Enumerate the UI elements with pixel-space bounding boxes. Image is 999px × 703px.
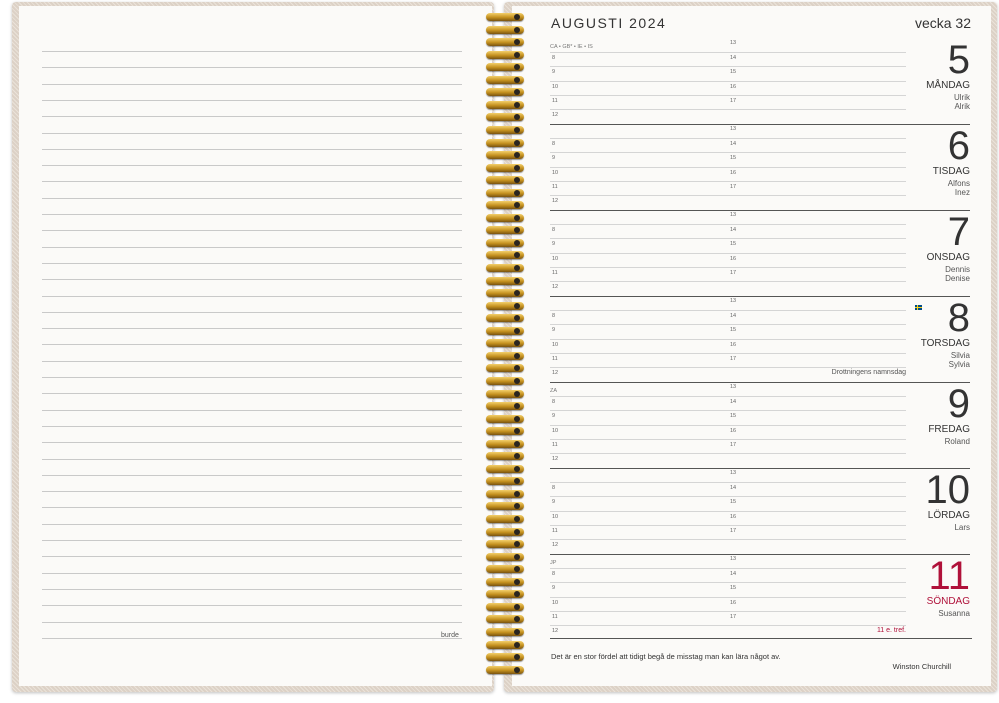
hour-label: 10	[552, 427, 559, 434]
hour-label: 15	[730, 69, 737, 76]
hour-line[interactable]	[550, 238, 906, 239]
hour-label: 9	[552, 585, 556, 592]
hour-label: 14	[730, 571, 737, 577]
note-line[interactable]	[42, 198, 462, 199]
hour-label: 17	[730, 355, 737, 362]
day-separator	[550, 124, 970, 125]
hour-line[interactable]	[550, 625, 906, 626]
spiral-ring	[484, 663, 526, 677]
hour-label: 16	[730, 513, 737, 520]
day-number: 9	[947, 382, 970, 426]
weekday-name: ONSDAG	[926, 252, 970, 263]
hour-label: 8	[552, 399, 556, 405]
day-separator	[550, 382, 970, 383]
day-number: 5	[947, 38, 970, 82]
hour-label: 10	[552, 513, 559, 520]
note-line[interactable]	[42, 247, 462, 248]
note-line[interactable]	[42, 426, 462, 427]
note-line[interactable]	[42, 507, 462, 508]
hour-label: 8	[552, 313, 556, 319]
nameday: Denise	[945, 274, 970, 283]
hour-line[interactable]	[550, 396, 906, 397]
hour-label: 17	[730, 183, 737, 190]
hour-line[interactable]	[550, 525, 906, 526]
hour-line[interactable]	[550, 224, 906, 225]
hour-line[interactable]	[550, 66, 906, 67]
hour-line[interactable]	[550, 138, 906, 139]
note-line[interactable]	[42, 116, 462, 117]
hour-label: 10	[552, 169, 559, 176]
day-block[interactable]	[550, 468, 970, 554]
note-line[interactable]	[42, 67, 462, 68]
hour-line[interactable]	[550, 152, 906, 153]
hour-label: 15	[730, 241, 737, 248]
weekday-name: LÖRDAG	[927, 510, 970, 521]
hour-line[interactable]	[550, 310, 906, 311]
note-line[interactable]	[42, 263, 462, 264]
hour-label: 11	[552, 97, 558, 104]
hour-label: 12	[552, 542, 559, 549]
nameday: Ulrik	[954, 93, 970, 102]
note-line[interactable]	[42, 361, 462, 362]
note-line[interactable]	[42, 556, 462, 557]
note-line[interactable]	[42, 491, 462, 492]
hour-label: 10	[552, 341, 559, 348]
day-number: 11	[928, 554, 970, 598]
note-line[interactable]	[42, 605, 462, 606]
note-line[interactable]	[42, 100, 462, 101]
hour-line[interactable]	[550, 568, 906, 569]
hour-label: 12	[552, 370, 559, 377]
nameday: Alfons	[947, 179, 970, 188]
hour-label: 12	[552, 628, 559, 635]
hour-line[interactable]	[550, 425, 906, 426]
nameday: Dennis	[945, 265, 970, 274]
day-number: 8	[947, 296, 970, 340]
hour-label: 17	[730, 613, 737, 620]
hour-label: 8	[552, 227, 556, 233]
hour-line[interactable]	[550, 511, 906, 512]
day-number: 7	[947, 210, 970, 254]
hour-label: 14	[730, 485, 737, 491]
note-line[interactable]	[42, 312, 462, 313]
country-codes: ZA	[550, 388, 558, 394]
note-line[interactable]	[42, 181, 462, 182]
day-separator	[550, 210, 970, 211]
note-line[interactable]	[42, 410, 462, 411]
hour-line[interactable]	[550, 582, 906, 583]
hour-line[interactable]	[550, 353, 906, 354]
hour-label: 9	[552, 69, 556, 76]
hour-label: 10	[552, 83, 559, 90]
note-line[interactable]	[42, 589, 462, 590]
hour-label: 11	[552, 355, 558, 362]
hour-line[interactable]	[550, 81, 906, 82]
country-codes: CA • GB* • IE • IS	[550, 44, 593, 50]
nameday: Alrik	[954, 102, 970, 111]
hour-label: 17	[730, 527, 737, 534]
hour-line[interactable]	[550, 52, 906, 53]
note-line[interactable]	[42, 279, 462, 280]
hour-line[interactable]	[550, 181, 906, 182]
day-block[interactable]	[550, 296, 970, 382]
hour-label: 13	[730, 126, 737, 132]
hour-label: 11	[552, 613, 558, 620]
hour-label: 8	[552, 571, 556, 577]
hour-label: 14	[730, 399, 737, 405]
hour-line[interactable]	[550, 439, 906, 440]
hour-label: 11	[552, 269, 558, 276]
brand-label: burde	[441, 632, 459, 639]
note-line[interactable]	[42, 344, 462, 345]
nameday: Susanna	[938, 609, 970, 618]
country-codes: JP	[550, 560, 557, 566]
hour-label: 15	[730, 499, 737, 506]
note-line[interactable]	[42, 573, 462, 574]
day-note: Drottningens namnsdag	[831, 369, 906, 376]
nameday: Sylvia	[948, 360, 970, 369]
hour-label: 13	[730, 212, 737, 218]
hour-label: 12	[552, 112, 559, 119]
weekday-name: TISDAG	[932, 166, 970, 177]
hour-label: 9	[552, 413, 556, 420]
hour-line[interactable]	[550, 339, 906, 340]
nameday: Silvia	[950, 351, 970, 360]
hour-label: 14	[730, 55, 737, 61]
note-line[interactable]	[42, 328, 462, 329]
hour-label: 13	[730, 298, 737, 304]
hour-label: 13	[730, 556, 737, 562]
note-line[interactable]	[42, 84, 462, 85]
hour-line[interactable]	[550, 453, 906, 454]
hour-label: 15	[730, 413, 737, 420]
note-line[interactable]	[42, 149, 462, 150]
note-line[interactable]	[42, 230, 462, 231]
hour-line[interactable]	[550, 195, 906, 196]
hour-label: 12	[552, 284, 559, 291]
hour-label: 8	[552, 141, 556, 147]
hour-label: 15	[730, 327, 737, 334]
day-note: 11 e. tref.	[876, 627, 906, 634]
note-line[interactable]	[42, 442, 462, 443]
notes-page	[19, 6, 492, 686]
hour-label: 12	[552, 456, 559, 463]
note-line[interactable]	[42, 214, 462, 215]
hour-label: 9	[552, 327, 556, 334]
hour-label: 12	[552, 198, 559, 205]
hour-label: 15	[730, 155, 737, 162]
day-block[interactable]	[550, 210, 970, 296]
note-line[interactable]	[42, 638, 462, 639]
note-line[interactable]	[42, 459, 462, 460]
note-line[interactable]	[42, 540, 462, 541]
note-line[interactable]	[42, 296, 462, 297]
note-line[interactable]	[42, 524, 462, 525]
hour-label: 9	[552, 155, 556, 162]
hour-line[interactable]	[550, 95, 906, 96]
note-line[interactable]	[42, 165, 462, 166]
hour-label: 8	[552, 485, 556, 491]
nameday: Inez	[954, 188, 970, 197]
hour-line[interactable]	[550, 109, 906, 110]
nameday: Roland	[944, 437, 970, 446]
spiral-binding	[484, 0, 526, 703]
weekday-name: MÅNDAG	[926, 80, 970, 91]
note-line[interactable]	[42, 377, 462, 378]
hour-line[interactable]	[550, 267, 906, 268]
hour-line[interactable]	[550, 253, 906, 254]
hour-line[interactable]	[550, 539, 906, 540]
day-separator	[550, 554, 970, 555]
hour-label: 17	[730, 269, 737, 276]
week-number: vecka 32	[914, 15, 971, 31]
week-end-line	[550, 638, 972, 639]
hour-label: 10	[552, 255, 559, 262]
hour-label: 11	[552, 441, 558, 448]
hour-line[interactable]	[550, 167, 906, 168]
month-title: AUGUSTI 2024	[551, 15, 667, 31]
weekday-name: TORSDAG	[920, 338, 970, 349]
hour-label: 8	[552, 55, 556, 61]
hour-label: 16	[730, 599, 737, 606]
hour-line[interactable]	[550, 611, 906, 612]
hour-label: 14	[730, 227, 737, 233]
hour-label: 13	[730, 384, 737, 390]
hour-label: 13	[730, 40, 737, 46]
day-separator	[550, 296, 970, 297]
note-line[interactable]	[42, 622, 462, 623]
hour-label: 9	[552, 499, 556, 506]
hour-line[interactable]	[550, 324, 906, 325]
hour-line[interactable]	[550, 597, 906, 598]
note-line[interactable]	[42, 133, 462, 134]
nameday: Lars	[954, 523, 970, 532]
hour-line[interactable]	[550, 482, 906, 483]
day-block[interactable]	[550, 382, 970, 468]
hour-label: 13	[730, 470, 737, 476]
hour-label: 16	[730, 427, 737, 434]
hour-label: 11	[552, 183, 558, 190]
hour-label: 15	[730, 585, 737, 592]
note-line[interactable]	[42, 393, 462, 394]
weekday-name: SÖNDAG	[926, 596, 970, 607]
quote-author: Winston Churchill	[892, 662, 951, 671]
hour-line[interactable]	[550, 281, 906, 282]
weekday-name: FREDAG	[928, 424, 970, 435]
day-block[interactable]	[550, 554, 970, 640]
day-number: 10	[925, 468, 970, 512]
day-block[interactable]	[550, 38, 970, 124]
note-line[interactable]	[42, 475, 462, 476]
hour-label: 10	[552, 599, 559, 606]
note-line[interactable]	[42, 51, 462, 52]
hour-line[interactable]	[550, 496, 906, 497]
hour-label: 16	[730, 83, 737, 90]
hour-label: 14	[730, 141, 737, 147]
day-separator	[550, 468, 970, 469]
hour-label: 17	[730, 97, 737, 104]
swedish-flag-icon	[915, 305, 922, 310]
hour-label: 14	[730, 313, 737, 319]
quote-text: Det är en stor fördel att tidigt begå de misstag man kan lära något av.	[551, 652, 781, 661]
hour-label: 16	[730, 255, 737, 262]
day-block[interactable]	[550, 124, 970, 210]
hour-label: 9	[552, 241, 556, 248]
hour-label: 17	[730, 441, 737, 448]
day-number: 6	[947, 124, 970, 168]
hour-label: 11	[552, 527, 558, 534]
hour-label: 16	[730, 341, 737, 348]
hour-label: 16	[730, 169, 737, 176]
hour-line[interactable]	[550, 410, 906, 411]
